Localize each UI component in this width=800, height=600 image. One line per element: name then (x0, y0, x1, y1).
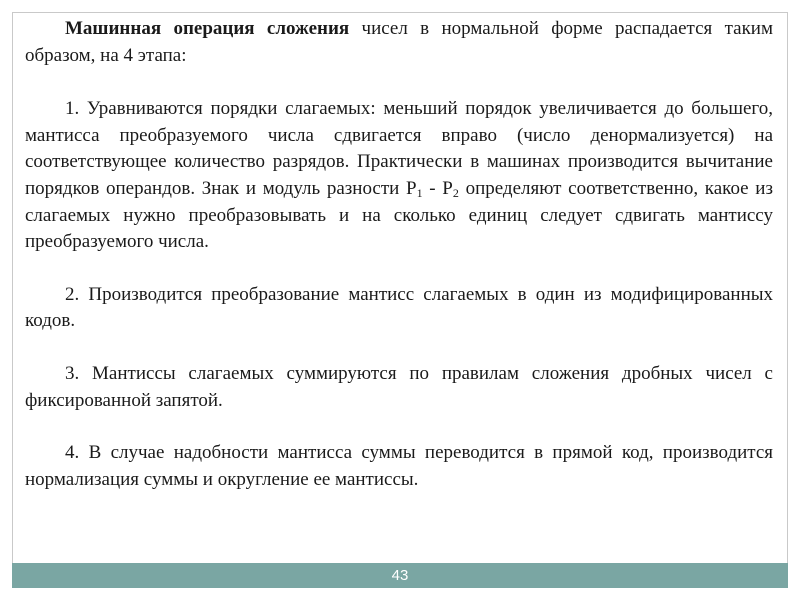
step-3-paragraph: 3. Мантиссы слагаемых суммируются по правилам сложения дробных чисел с фиксированной запятой. (25, 362, 773, 411)
intro-bold-term: Машинная операция сложения (65, 18, 350, 39)
page-number: 43 (391, 567, 409, 584)
intro-text: чисел в нормальной форме распадается таким образом, на 4 этапа: (25, 18, 773, 66)
step-1-paragraph (25, 96, 773, 256)
step-2-paragraph: 2. Производится преобразование мантисс слагаемых в один из модифицированных кодов. (25, 283, 773, 332)
footer-bar (12, 563, 788, 588)
step-1-dash: - Р (422, 177, 453, 199)
subscript-2: 2 (452, 185, 459, 200)
intro-paragraph (25, 16, 773, 69)
step-1-text-b: определяют соответственно, какое из слагаемых нужно преобразовывать и на сколько единиц следует сдвигать мантиссу преобразуемого числа. (25, 177, 773, 253)
slide-content (25, 16, 773, 493)
step-4-paragraph: 4. В случае надобности мантисса суммы переводится в прямой код, производится нормализация суммы и округление ее мантиссы. (25, 442, 773, 490)
subscript-1: 1 (416, 185, 423, 200)
step-1-text-a: 1. Уравниваются порядки слагаемых: меньший порядок увеличивается до большего, мантисса преобразуемого числа сдвигается вправо (число денормализуется) на соответствующее количество разрядов. Практически в машинах производится вычитание порядков операндов. Знак и модуль разности Р (25, 98, 773, 199)
